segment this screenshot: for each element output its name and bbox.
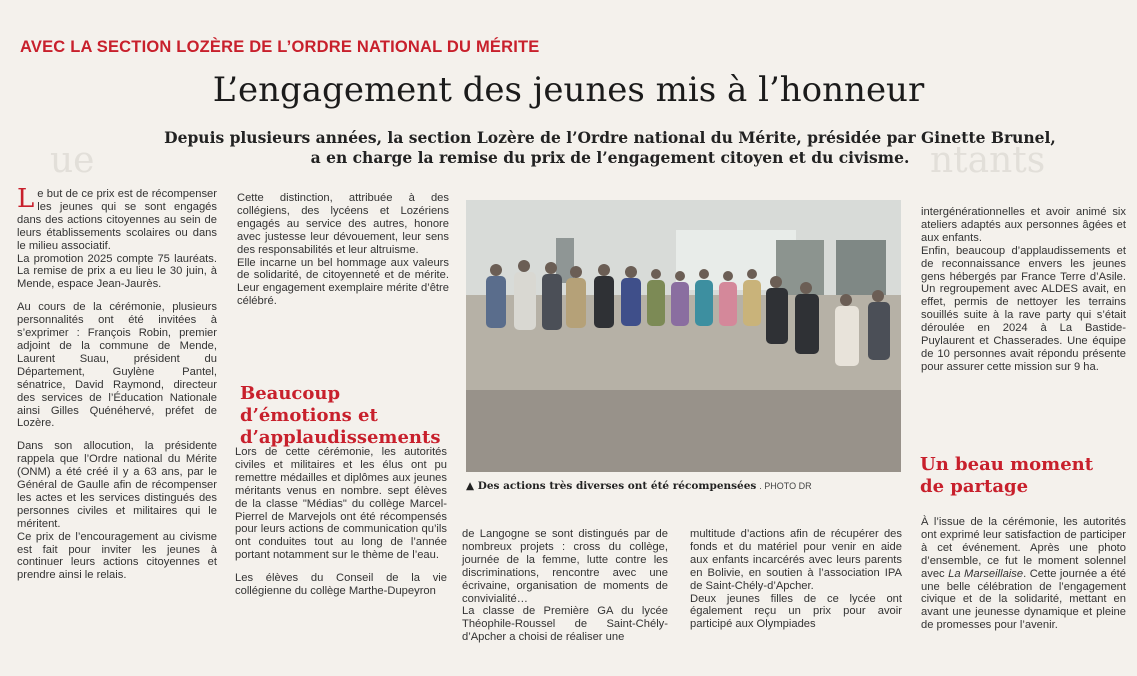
column-4 xyxy=(690,528,902,631)
column-1 xyxy=(17,184,217,582)
paragraph: Enfin, beaucoup d’applaudissements et de reconnaissance envers les jeunes gens hébergés par France Terre d’Asile. Un regroupement avec ALDES avait, en effet, permis de nettoyer les terrains souillés suite à la rave party qui s’était déroulée en 2024 à La Bastide-Puylaurent et Chasserades. Une équipe de 10 personnes avait répondu présente pour assurer cette mission sur 9 ha. xyxy=(921,244,1126,373)
paragraph xyxy=(921,516,1126,632)
group-photo xyxy=(466,200,901,472)
text-run: À l’issue de la cérémonie, les autorités ont exprimé leur satisfaction de participer à cet événement. Après une photo d’ensemble, ce fut le moment solennel avec xyxy=(921,516,1126,580)
group-photo-illustration xyxy=(466,200,901,472)
paragraph: Dans son allocution, la présidente rappela que l’Ordre national du Mérite (ONM) a été créé il y a 63 ans, par le Général de Gaulle afin de récompenser les actes et les services distingués des personnes civiles et militaires qui le méritent. xyxy=(17,440,217,530)
column-3 xyxy=(462,528,668,644)
article-headline: L’engagement des jeunes mis à l’honneur xyxy=(212,70,925,110)
intro-line-2: a en charge la remise du prix de l’engagement citoyen et du civisme. xyxy=(310,148,910,167)
drop-cap: L xyxy=(17,184,35,214)
text-run: . Cette journée a été une belle célébration de l’engagement civique et de la solidarité, mettant en avant une jeunesse dynamique et pleine de promesses pour l’avenir. xyxy=(921,567,1126,632)
paragraph: multitude d’actions afin de récupérer des fonds et du matériel pour venir en aide aux enfants incarcérés avec leurs parents en Bolivie, en soutien à l’association IPA de Saint-Chély-d’Apcher. xyxy=(690,528,902,592)
photo-caption xyxy=(466,480,812,492)
paragraph: e but de ce prix est de récompenser les jeunes qui se sont engagés dans des actions citoyennes au sein de leurs établissements scolaires ou dans le milieu associatif. xyxy=(17,188,217,252)
photo-credit: . PHOTO DR xyxy=(759,481,812,491)
paragraph: Lors de cette cérémonie, les autorités civiles et militaires et les élus ont pu remettre médailles et diplômes aux jeunes méritants venus en nombre. sept élèves de la classe "Médias" du collège Marcel-Pierrel de Marvejols ont été récompensés pour leurs actions de communication qu’ils ont conduites tout au long de l’année portant notamment sur le thème de l’eau. xyxy=(235,446,447,562)
text-run-italic: La Marseillaise xyxy=(948,567,1024,580)
column-2 xyxy=(237,192,449,308)
paragraph: Elle incarne un bel hommage aux valeurs de solidarité, de citoyenneté et de mérite. Leur engagement exemplaire mérite d’être célébré. xyxy=(237,256,449,308)
intro-line-1: Depuis plusieurs années, la section Lozère de l’Ordre national du Mérite, présidée par Ginette Brunel, xyxy=(164,128,1056,147)
paragraph: La classe de Première GA du lycée Théophile-Roussel de Saint-Chély-d’Apcher a choisi de réaliser une xyxy=(462,605,668,644)
article-kicker: AVEC LA SECTION LOZÈRE DE L’ORDRE NATIONAL DU MÉRITE xyxy=(20,38,540,56)
subhead-emotions: Beaucoup d’émotions et d’applaudissements xyxy=(240,383,441,448)
column-5-lower xyxy=(921,516,1126,632)
paragraph: La promotion 2025 compte 75 lauréats. La remise de prix a eu lieu le 30 juin, à Mende, espace Jean-Jaurès. xyxy=(17,252,217,291)
paragraph: de Langogne se sont distingués par de nombreux projets : cross du collège, journée de la femme, lutte contre les discriminations, rencontre avec une écrivaine, organisation de moments de convivialité… xyxy=(462,528,668,605)
adjacent-article-bleed: ue ntants xyxy=(50,140,1046,181)
column-2-lower xyxy=(235,446,447,598)
article-intro xyxy=(110,128,1110,168)
subhead-partage: Un beau moment de partage xyxy=(920,454,1094,497)
paragraph: Ce prix de l’encouragement au civisme est fait pour inviter les jeunes à continuer leurs actions citoyennes et prendre ainsi le relais. xyxy=(17,530,217,582)
paragraph: Les élèves du Conseil de la vie collégienne du collège Marthe-Dupeyron xyxy=(235,572,447,598)
paragraph: intergénérationnelles et avoir animé six ateliers adaptés aux personnes âgées et aux enfants. xyxy=(921,206,1126,244)
caption-text: ▲ Des actions très diverses ont été récompensées xyxy=(466,480,757,492)
column-5 xyxy=(921,206,1126,374)
paragraph: Au cours de la cérémonie, plusieurs personnalités ont été invitées à s’exprimer : François Robin, premier adjoint de la commune de Mende, Laurent Suau, président du Département, Guylène Pantel, sénatrice, David Raymond, directeur des services de l’Éducation Nationale ainsi Gilles Quénéhervé, préfet de Lozère. xyxy=(17,301,217,430)
paragraph: Deux jeunes filles de ce lycée ont également reçu un prix pour avoir participé aux Olympiades xyxy=(690,592,902,631)
paragraph: Cette distinction, attribuée à des collégiens, des lycéens et Lozériens engagés au service des autres, honore avec justesse leur dévouement, leur sens des responsabilités et leur altruisme. xyxy=(237,192,449,256)
